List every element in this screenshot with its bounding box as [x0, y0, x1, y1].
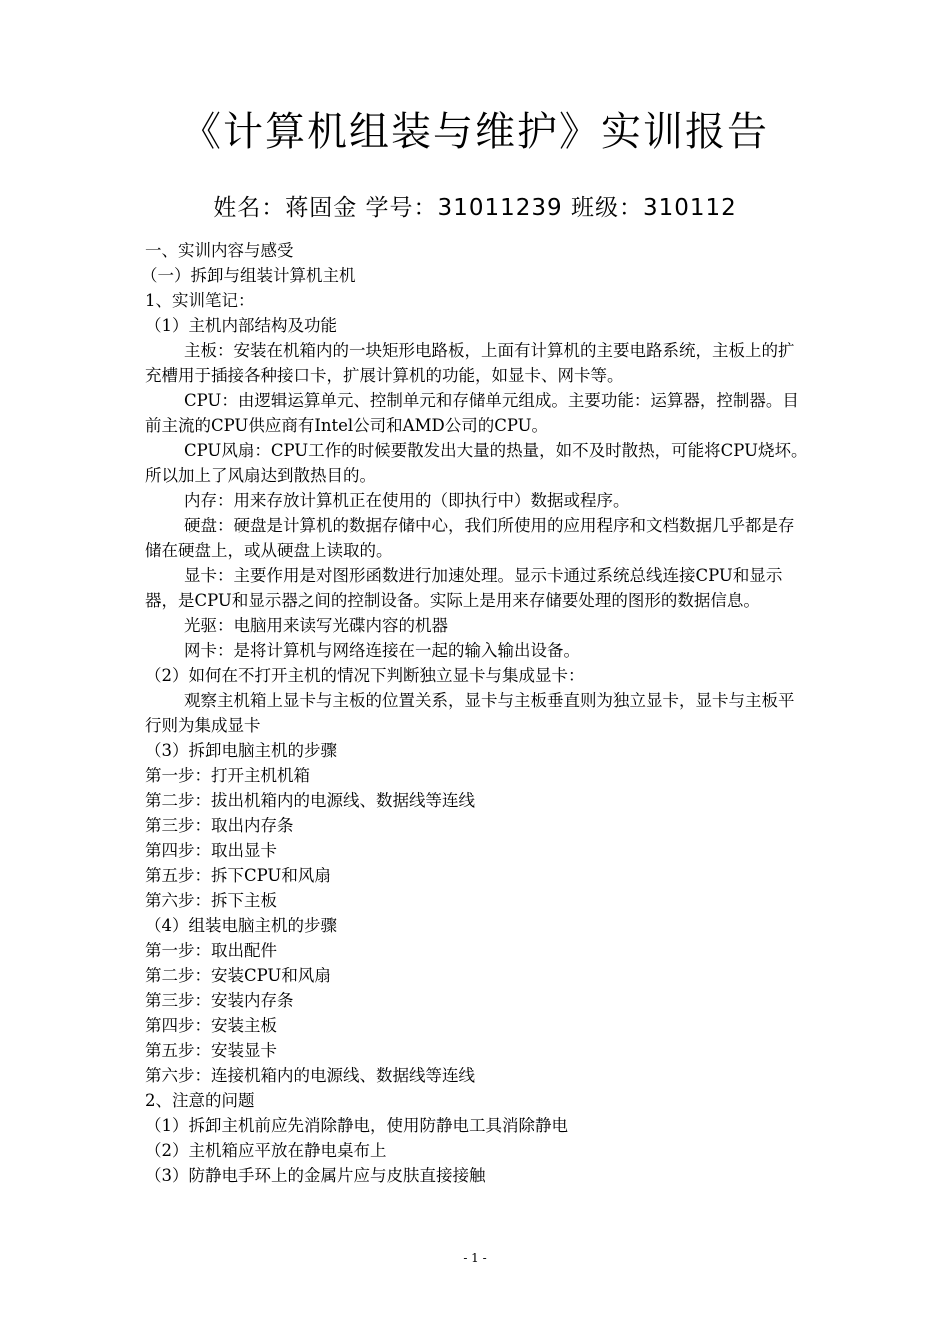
disassemble-step: 第二步：拔出机箱内的电源线、数据线等连线 [145, 791, 475, 810]
paragraph-cpu: CPU：由逻辑运算单元、控制单元和存储单元组成。主要功能：运算器，控制器。目前主流的CPU供应商有Intel公司和AMD公司的CPU。 [145, 391, 799, 435]
judge-heading: （2）如何在不打开主机的情况下判断独立显卡与集成显卡： [145, 666, 585, 685]
disassemble-heading: （3）拆卸电脑主机的步骤 [145, 741, 337, 760]
paragraph-memory: 内存：用来存放计算机正在使用的（即执行中）数据或程序。 [184, 491, 630, 510]
paragraph-hdd: 硬盘：硬盘是计算机的数据存储中心，我们所使用的应用程序和文档数据几乎都是存储在硬盘上，或从硬盘上读取的。 [145, 516, 795, 560]
disassemble-step: 第三步：取出内存条 [145, 816, 294, 835]
paragraph-judge: 观察主机箱上显卡与主板的位置关系，显卡与主板垂直则为独立显卡，显卡与主板平行则为集成显卡 [145, 691, 795, 735]
document-body [141, 238, 808, 1188]
subsection-heading: （一）拆卸与组装计算机主机 [141, 266, 356, 285]
disassemble-step: 第四步：取出显卡 [145, 841, 277, 860]
assemble-step: 第二步：安装CPU和风扇 [145, 966, 331, 985]
paragraph-nic: 网卡：是将计算机与网络连接在一起的输入输出设备。 [184, 641, 580, 660]
notes-heading: 1、实训笔记： [145, 291, 255, 310]
assemble-step: 第三步：安装内存条 [145, 991, 294, 1010]
attention-heading: 2、注意的问题 [145, 1091, 255, 1110]
attention-item: （1）拆卸主机前应先消除静电，使用防静电工具消除静电 [145, 1116, 568, 1135]
assemble-heading: （4）组装电脑主机的步骤 [145, 916, 337, 935]
paragraph-mainboard: 主板：安装在机箱内的一块矩形电路板，上面有计算机的主要电路系统，主板上的扩充槽用于插接各种接口卡，扩展计算机的功能，如显卡、网卡等。 [145, 341, 795, 385]
assemble-step: 第六步：连接机箱内的电源线、数据线等连线 [145, 1066, 475, 1085]
disassemble-step: 第五步：拆下CPU和风扇 [145, 866, 331, 885]
page-number: - 1 - [463, 1251, 487, 1265]
student-info: 姓名：蒋固金 学号：31011239 班级：310112 [213, 195, 737, 221]
paragraph-optical: 光驱：电脑用来读写光碟内容的机器 [184, 616, 448, 635]
structure-heading: （1）主机内部结构及功能 [145, 316, 337, 335]
attention-item: （3）防静电手环上的金属片应与皮肤直接接触 [145, 1166, 486, 1185]
attention-item: （2）主机箱应平放在静电桌布上 [145, 1141, 387, 1160]
assemble-step: 第四步：安装主板 [145, 1016, 277, 1035]
assemble-step: 第五步：安装显卡 [145, 1041, 277, 1060]
document-title: 《计算机组装与维护》实训报告 [181, 109, 769, 155]
disassemble-step: 第一步：打开主机机箱 [145, 766, 310, 785]
disassemble-step: 第六步：拆下主板 [145, 891, 277, 910]
assemble-step: 第一步：取出配件 [145, 941, 277, 960]
paragraph-cpu-fan: CPU风扇：CPU工作的时候要散发出大量的热量，如不及时散热，可能将CPU烧坏。所以加上了风扇达到散热目的。 [145, 441, 808, 485]
section-heading: 一、实训内容与感受 [145, 241, 294, 260]
paragraph-gpu: 显卡：主要作用是对图形函数进行加速处理。显示卡通过系统总线连接CPU和显示器，是CPU和显示器之间的控制设备。实际上是用来存储要处理的图形的数据信息。 [145, 566, 783, 610]
